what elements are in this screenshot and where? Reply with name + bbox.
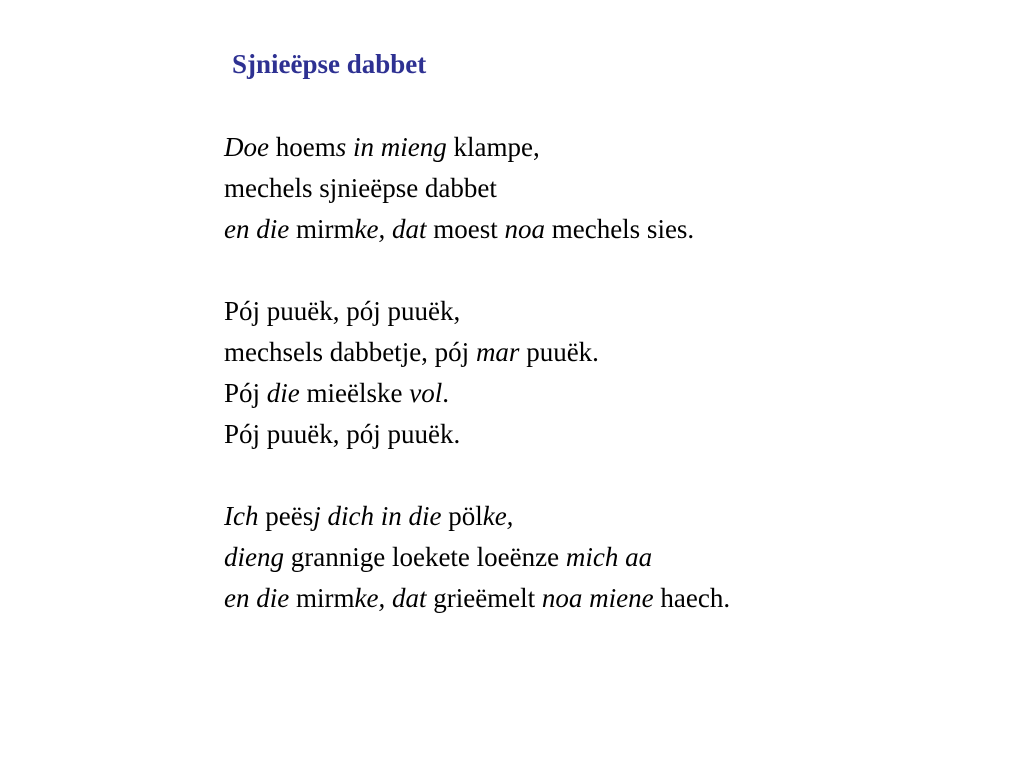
italic-segment: noa: [504, 214, 545, 244]
italic-segment: ke,: [482, 501, 514, 531]
text-segment: Pój puuëk, pój puuëk.: [224, 419, 461, 449]
text-segment: mieëlske: [299, 378, 410, 408]
poem-line: [224, 578, 730, 619]
text-segment: grannige loekete loeënze: [284, 542, 566, 572]
italic-segment: dieng: [224, 542, 284, 572]
italic-segment: s in mieng: [335, 132, 447, 162]
italic-segment: die: [266, 378, 300, 408]
text-segment: mechsels dabbetje, pój: [224, 337, 476, 367]
stanza-3: [224, 496, 730, 619]
italic-segment: noa miene: [541, 583, 654, 613]
stanza-gap: [224, 250, 730, 291]
text-segment: puuëk.: [519, 337, 599, 367]
poem-line: [224, 373, 730, 414]
italic-segment: mar: [475, 337, 520, 367]
italic-segment: mich aa: [565, 542, 653, 572]
poem-line: [224, 127, 730, 168]
stanza-gap: [224, 455, 730, 496]
italic-segment: en die: [224, 214, 290, 244]
text-segment: Pój: [224, 378, 267, 408]
text-segment: haech.: [653, 583, 731, 613]
text-segment: Pój puuëk, pój puuëk,: [224, 296, 461, 326]
poem-line: [224, 209, 730, 250]
stanza-2: [224, 291, 730, 455]
poem-line: [224, 537, 730, 578]
poem-line: [224, 332, 730, 373]
italic-segment: en die: [224, 583, 290, 613]
poem-line: [224, 414, 730, 455]
poem-line: [224, 291, 730, 332]
text-segment: klampe,: [446, 132, 540, 162]
italic-segment: ke, dat: [354, 214, 427, 244]
poem-title: Sjnieëpse dabbet: [232, 49, 427, 79]
text-segment: hoem: [268, 132, 336, 162]
italic-segment: j dich in die: [313, 501, 442, 531]
poem-line: [224, 168, 730, 209]
italic-segment: vol: [409, 378, 443, 408]
text-segment: mirm: [289, 214, 355, 244]
italic-segment: ke, dat: [354, 583, 427, 613]
poem-line: [224, 496, 730, 537]
text-segment: peës: [258, 501, 314, 531]
text-segment: moest: [426, 214, 505, 244]
stanza-1: [224, 127, 730, 250]
text-segment: grieëmelt: [426, 583, 542, 613]
text-segment: pöl: [441, 501, 483, 531]
text-segment: mirm: [289, 583, 355, 613]
text-segment: .: [442, 378, 449, 408]
text-segment: mechels sjnieëpse dabbet: [224, 173, 497, 203]
italic-segment: Ich: [224, 501, 259, 531]
italic-segment: Doe: [224, 132, 269, 162]
poem-body: [224, 127, 730, 619]
text-segment: mechels sies.: [544, 214, 695, 244]
